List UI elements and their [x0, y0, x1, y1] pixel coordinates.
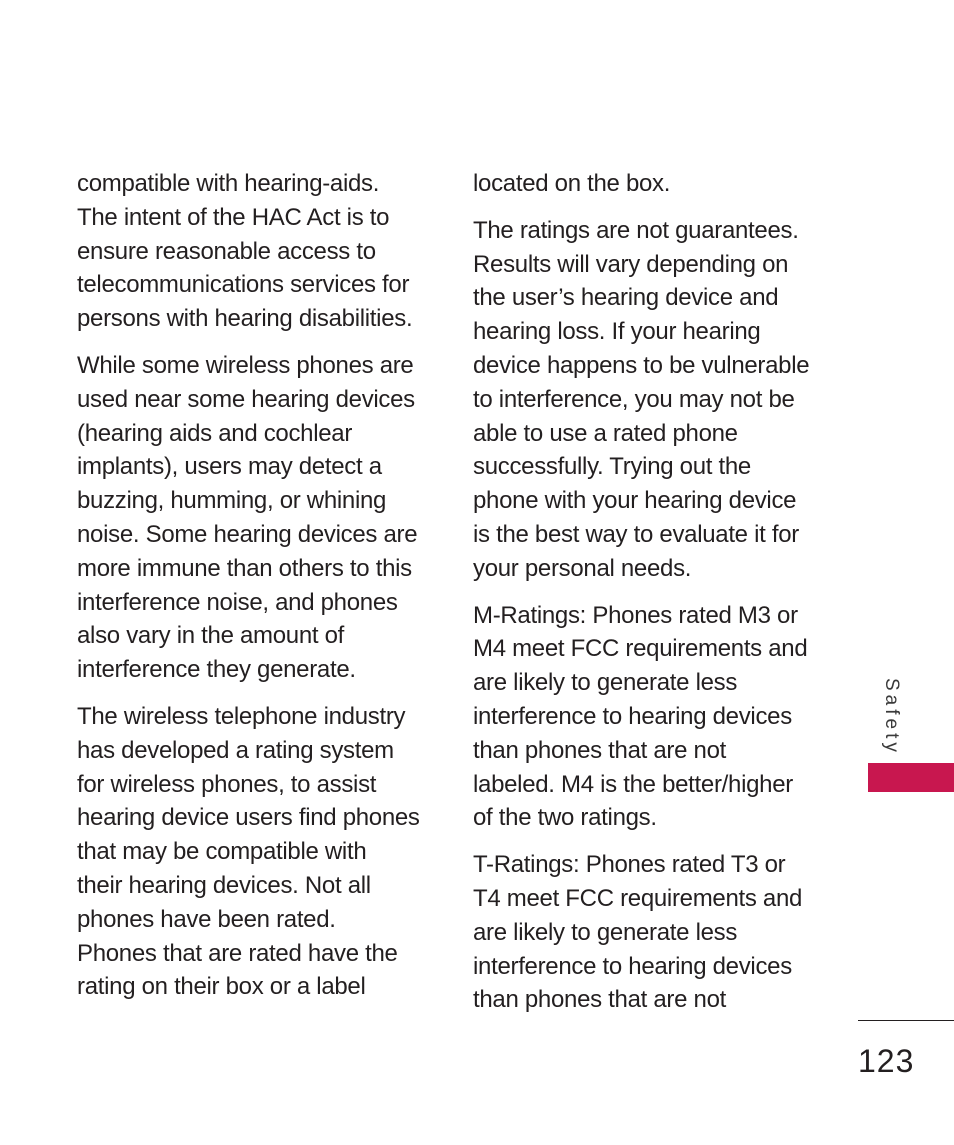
text-line: has developed a rating system [77, 736, 394, 764]
text-line: able to use a rated phone [473, 419, 738, 447]
text-line: are likely to generate less [473, 918, 738, 946]
text-line: than phones that are not [473, 986, 727, 1014]
paragraph [473, 599, 818, 836]
text-line: successfully. Trying out the [473, 453, 751, 481]
text-line: their hearing devices. Not all [77, 871, 371, 899]
text-line: The wireless telephone industry [77, 702, 406, 730]
text-line: persons with hearing disabilities. [77, 305, 413, 333]
footer-divider [858, 1020, 954, 1021]
paragraph [77, 700, 427, 1004]
text-line: telecommunications services for [77, 271, 410, 299]
text-line: device happens to be vulnerable [473, 351, 810, 379]
text-line: interference to hearing devices [473, 702, 792, 730]
text-line: implants), users may detect a [77, 453, 382, 481]
text-line: are likely to generate less [473, 669, 738, 697]
text-line: of the two ratings. [473, 804, 657, 832]
text-line: The intent of the HAC Act is to [77, 203, 390, 231]
paragraph [473, 848, 818, 1017]
text-line: interference to hearing devices [473, 952, 792, 980]
text-line: used near some hearing devices [77, 385, 415, 413]
text-line: for wireless phones, to assist [77, 770, 377, 798]
text-line: Results will vary depending on [473, 250, 789, 278]
text-line: also vary in the amount of [77, 622, 345, 650]
text-line: that may be compatible with [77, 838, 367, 866]
text-line: ensure reasonable access to [77, 237, 376, 265]
text-line: Phones that are rated have the [77, 939, 398, 967]
text-line: hearing device users find phones [77, 804, 420, 832]
text-line: to interference, you may not be [473, 385, 795, 413]
paragraph [77, 349, 427, 687]
text-line: While some wireless phones are [77, 351, 414, 379]
text-line: more immune than others to this [77, 554, 412, 582]
paragraph [473, 214, 818, 586]
text-line: The ratings are not guarantees. [473, 216, 799, 244]
text-line: compatible with hearing-aids. [77, 170, 380, 197]
text-line: than phones that are not [473, 736, 727, 764]
right-text-column [473, 167, 818, 1030]
text-line: noise. Some hearing devices are [77, 520, 418, 548]
text-line: phones have been rated. [77, 905, 336, 933]
paragraph [77, 167, 427, 336]
text-line: labeled. M4 is the better/higher [473, 770, 793, 798]
section-tab-marker [868, 763, 954, 792]
text-line: T4 meet FCC requirements and [473, 884, 803, 912]
text-line: your personal needs. [473, 554, 692, 582]
text-line: phone with your hearing device [473, 487, 797, 515]
text-line: hearing loss. If your hearing [473, 318, 761, 346]
text-line: M4 meet FCC requirements and [473, 635, 808, 663]
left-text-column [77, 167, 427, 1017]
text-line: interference they generate. [77, 656, 356, 684]
text-line: interference noise, and phones [77, 588, 398, 616]
text-line: M-Ratings: Phones rated M3 or [473, 601, 798, 629]
text-line: (hearing aids and cochlear [77, 419, 353, 447]
text-line: located on the box. [473, 170, 671, 197]
paragraph [473, 167, 818, 201]
text-line: rating on their box or a label [77, 973, 366, 1001]
text-line: T-Ratings: Phones rated T3 or [473, 851, 786, 879]
text-line: the user’s hearing device and [473, 284, 779, 312]
section-label: Safety [881, 678, 902, 756]
text-line: is the best way to evaluate it for [473, 520, 799, 548]
text-line: buzzing, humming, or whining [77, 487, 387, 515]
page-number: 123 [858, 1043, 915, 1079]
